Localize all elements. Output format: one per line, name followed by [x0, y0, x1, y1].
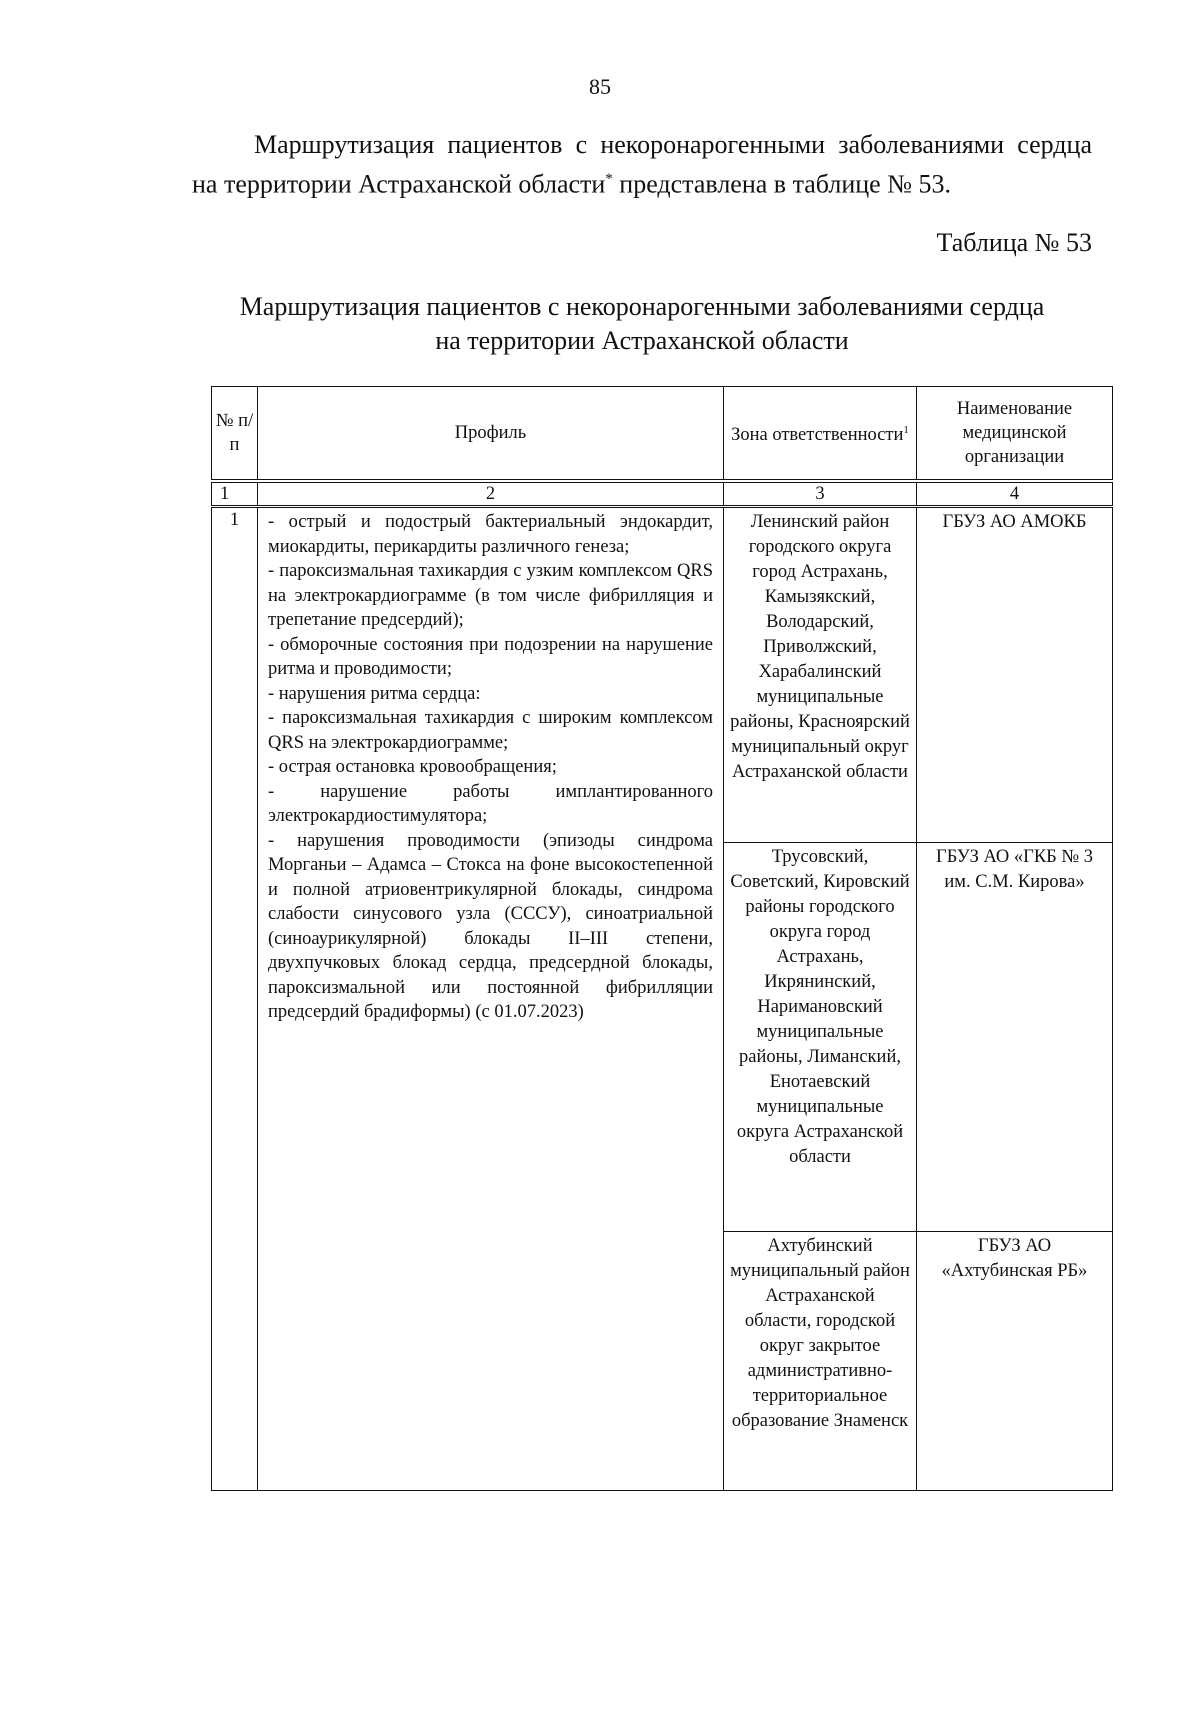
column-number: 1 — [212, 481, 258, 507]
header-num: № п/п — [212, 387, 258, 482]
intro-line-2-text: на территории Астраханской области — [192, 169, 606, 199]
profile-item: - острая остановка кровообращения; — [268, 757, 557, 777]
org-cell: ГБУЗ АО «ГКБ № 3 им. С.М. Кирова» — [917, 843, 1113, 1232]
intro-line-2 — [192, 162, 1092, 202]
column-number: 4 — [917, 481, 1113, 507]
table-title-line-2: на территории Астраханской области — [435, 326, 849, 355]
table-title — [192, 290, 1092, 358]
column-number: 2 — [258, 481, 724, 507]
zone-cell: Ахтубинский муниципальный район Астраханской области, городской округ закрытое административно-территориальное образование Знаменск — [724, 1232, 917, 1491]
header-org: Наименование медицинской организации — [917, 387, 1113, 482]
profile-item: - острый и подострый бактериальный эндокардит, миокардиты, перикардиты различного генеза; — [268, 512, 713, 557]
profile-item: - нарушение работы имплантированного электрокардиостимулятора; — [268, 781, 713, 826]
intro-line-2-rest: представлена в таблице № 53. — [612, 169, 952, 199]
table-row — [212, 507, 1113, 843]
table-label: Таблица № 53 — [936, 228, 1092, 257]
profile-cell — [258, 507, 724, 1491]
profile-item: - пароксизмальная тахикардия с узким комплексом QRS на электрокардиограмме (в том числе фибрилляция и трепетание предсердий); — [268, 561, 713, 630]
header-zone-mark: 1 — [903, 424, 909, 437]
intro-paragraph — [192, 128, 1092, 202]
zone-cell: Трусовский, Советский, Кировский районы городского округа город Астрахань, Икрянинский, Наримановский муниципальные районы, Лиманский, Енотаевский муниципальные округа Астраханской области — [724, 843, 917, 1232]
routing-table — [211, 386, 1113, 1491]
header-zone-text: Зона ответственности — [731, 425, 904, 446]
zone-cell: Ленинский район городского округа город Астрахань, Камызякский, Володарский, Приволжский, Харабалинский муниципальные районы, Красноярский муниципальный округ Астраханской области — [724, 507, 917, 843]
header-zone — [724, 387, 917, 482]
intro-line-1: Маршрутизация пациентов с некоронарогенными заболеваниями сердца — [254, 130, 1092, 159]
header-profile: Профиль — [258, 387, 724, 482]
profile-item: - обморочные состояния при подозрении на нарушение ритма и проводимости; — [268, 634, 713, 679]
column-number-row — [212, 481, 1113, 507]
row-number: 1 — [212, 507, 258, 1491]
page-number: 85 — [589, 74, 611, 99]
profile-item: - нарушения проводимости (эпизоды синдрома Морганьи – Адамса – Стокса на фоне высокостепенной и полной атриовентрикулярной блокады, синдрома слабости синусового узла (СССУ), синоатриальной (синоаурикулярной) блокады II–III степени, двухпучковых блокад сердца, предсердной блокады, пароксизмальной или постоянной фибрилляции предсердий брадиформы) (с 01.07.2023) — [268, 830, 713, 1022]
profile-item: - пароксизмальная тахикардия с широким комплексом QRS на электрокардиограмме; — [268, 708, 713, 753]
column-number: 3 — [724, 481, 917, 507]
profile-item: - нарушения ритма сердца: — [268, 683, 481, 704]
table-header-row — [212, 387, 1113, 482]
footnote-mark: * — [605, 171, 613, 187]
table-title-line-1: Маршрутизация пациентов с некоронарогенными заболеваниями сердца — [239, 292, 1045, 321]
org-cell: ГБУЗ АО АМОКБ — [917, 507, 1113, 843]
org-cell: ГБУЗ АО «Ахтубинская РБ» — [917, 1232, 1113, 1491]
